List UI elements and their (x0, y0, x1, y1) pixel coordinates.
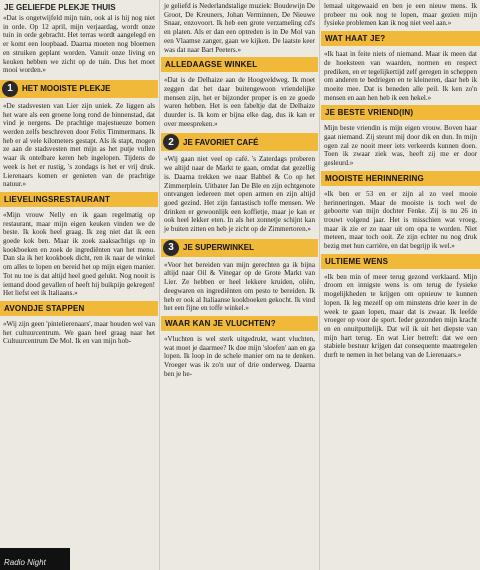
section-text: «Dat is ongetwijfeld mijn tuin, ook al is hij nog niet in orde. Op 12 april, mijn verjaardag, wordt onze tuin in orde gebracht. Het terras wordt aangelegd en er komt een loopbaad. Daarna moeten nog bloemen en struiken geplant worden. Vanuit onze living en keuken hebben we zicht op de tuin. Dus het moet mooi worden.» (3, 14, 155, 75)
column-rule (159, 0, 160, 570)
section-text: je geliefd is Nederlandstalige muziek: Boudewijn De Groot, De Kreuners, Johan Verminnen, De Nieuwe Snaar, enzovoort. Ik heb een grote verzameling cd's en platen. Als er dan een optreden is in De Mol van een Vlaamse zanger, gaan we kijken. De laatste keer was dat naar Bart Peeters.» (164, 2, 315, 54)
section-text: «Ik ben min of meer terug gezond verklaard. Mijn droom en innigste wens is om terug de fysieke mogelijkheden te krijgen om opnieuw te kunnen lopen. Ik leg mezelf op om minstens drie keer in de week te gaan lopen, maar dat is zwaar. Ik leefde vroeger op voor de sport. Ieder gezonden mijn kracht en en onuitputtelijk. Dat wil ik uit het diepste van mijn hart terug. En wat Lier betreft: dat we een stabiele bestuur krijgen dat consequente maatregelen durft te nemen in het belang van de Lierenaars.» (324, 272, 477, 360)
section-title: JE FAVORIET CAFÉ (183, 137, 259, 147)
numbered-heading (161, 239, 318, 257)
section-title: JE BESTE VRIEND(IN) (321, 105, 480, 120)
section-title: ALLEDAAGSE WINKEL (161, 57, 318, 72)
section-title: LIEVELINGSRESTAURANT (0, 192, 158, 207)
section-title: WAT HAAT JE? (321, 31, 480, 46)
section-text: «Vluchten is wel sterk uitgedrukt, want vluchten, wat moet je daarmee? Ik doe mijn 'sloefen' aan en ga lopen. Ik loop in de schele manier om na te denken. Vroeger was ik zo'n uur of drie onderweg. Daarna ben je he- (164, 334, 315, 378)
section-title: AVONDJE STAPPEN (0, 301, 158, 316)
column-right (321, 0, 480, 570)
section-text: Mijn beste vriendin is mijn eigen vrouw. Boven haar gaat niemand. Zij steunt mij door dik en dun. In mijn ogen zal ze nooit meer iets verkeerds kunnen doen. Toen ik zwaar ziek was, heeft zij me er door gesleurd.» (324, 124, 477, 168)
section-text: «Mijn vrouw Nelly en ik gaan regelmatig op restaurant, maar mijn eigen keuken vinden we de beste. Ik kook heel graag. Ik zeg niet dat ik een goede kok ben. Maar ik zoek zaaksachtigs op in kookboeken en zoek de ingrediënten van het menu. Dan sla ik het kookboek dicht, ren ik naar de winkel om alles te lopen en bereid het op mijn eigen manier. Tot nu toe is dat altijd heel goed gelukt. Nog nooit is iemand dood gevallen of heeft hij buikpijn gekregen! Het liefst eet ik Italiaans.» (3, 210, 155, 298)
section-text: «Voor het bereiden van mijn gerechten ga ik bijna altijd naar Oil & Vinegar op de Grote Markt van Lier. Ze hebben er heel lekkere kruiden, oliën, deegwaren en ingrediënten om pesto te bereiden. Ik heb er ook al Italiaanse kookboeken gekocht. Ik vind het een fijne en toffe winkel.» (164, 260, 315, 313)
column-middle (161, 0, 318, 570)
section-text: «Wij gaan niet veel op café. 's Zaterdags proberen we altijd naar de Markt te gaan, omdat dat gezellig is. Daarna trekken we naar Babbel & Co op het Zimmerplein. Uitbater Jan De Ble en zijn echtgenote ontvangen iedereen met open armen en zijn altijd goed gezind. Het zijn fantastisch toffe mensen. We drinken er gewoonlijk een koffietje, maar je kan er ook heel lekker eten. In als het zonnetje schijnt kan je buiten zitten en heb je zicht op de Zimmertoren.» (164, 155, 315, 234)
section-text: lemaal uitgewaaid en ben je een nieuw mens. Ik probeer nu ook nog te lopen, maar gezien mijn fysieke problemen kan ik nog niet veel aan.» (324, 2, 477, 28)
section-text: «Ik haat in feite niets of niemand. Maar ik meen dat de hoeksteen van waarden, normen en respect prediken, en er tegelijkertijd zelf geregen in scheppen om anderen te bedriegen en te kleineren, daar heb ik moeite mee. Dat is beneden alle peil. Ik ken zo'n mensen en aan hen heb ik een hekel.» (324, 50, 477, 102)
number-badge: 1 (2, 81, 18, 97)
section-text: «Ik ben er 53 en er zijn al zo veel mooie herinneringen. Maar de mooiste is toch wel de geboorte van mijn dochter Fenke. Zij is nu 26 in trouwt volgend jaar. Het is misschien wat vroeg, maar ik zie er zo naar uit om opa te worden. Niet meteen, maar toch ooit. Ze zijn echter nu nog druk bezig met hun carrière, en dat begrijp ik wel.» (324, 189, 477, 251)
section-title: JE SUPERWINKEL (183, 243, 254, 253)
section-title: JE GELIEFDE PLEKJE THUIS (4, 3, 116, 12)
number-badge: 2 (163, 134, 179, 150)
advert-box: Radio Night (0, 548, 70, 570)
number-badge: 3 (163, 240, 179, 256)
section-text: «De stadsvesten van Lier zijn uniek. Ze liggen als het ware als een groene long rond de binnenstad, dat vind je nergens. De prachtige majestueuze bomen werden zelfs beschreven door Felix Timmermans. Ik heb er al vele kilometers gestapt. Als ik stapt, mogen ze aan de stadsvesten met mijn as het putje vullen waar ik ontelbare keren heb ingelopen. Tijdens de week is het er rustig, 's zondags is het er vrij druk. Lierenaars komen er genieten van de prachtige natuur.» (3, 101, 155, 189)
section-title: ULTIEME WENS (321, 254, 480, 269)
numbered-heading (161, 133, 318, 151)
numbered-heading (0, 80, 158, 98)
section-text: «Dat is de Delhaize aan de Hoogveldweg. Ik moet zeggen dat het daar buitengewoon vriendelijke mensen zijn, het er bijzonder proper is en ze goede waren hebben. Het is een fabeltje dat de Delhaize duurder is. Ik kom er bijna elke dag, dus ik kan er over meespreken.» (164, 76, 315, 128)
column-left (0, 0, 158, 570)
section-title: MOOISTE HERINNERING (321, 171, 480, 186)
column-rule (319, 0, 320, 570)
section-text: «Wij zijn geen 'pintelierenaars', maar houden wel van het cultuurcentrum. We gaan heel graag naar het Cultuurcentrum De Mol. Ik en van mijn hob- (3, 319, 155, 346)
section-title: WAAR KAN JE VLUCHTEN? (161, 316, 318, 331)
section-title: HET MOOISTE PLEKJE (22, 84, 111, 94)
